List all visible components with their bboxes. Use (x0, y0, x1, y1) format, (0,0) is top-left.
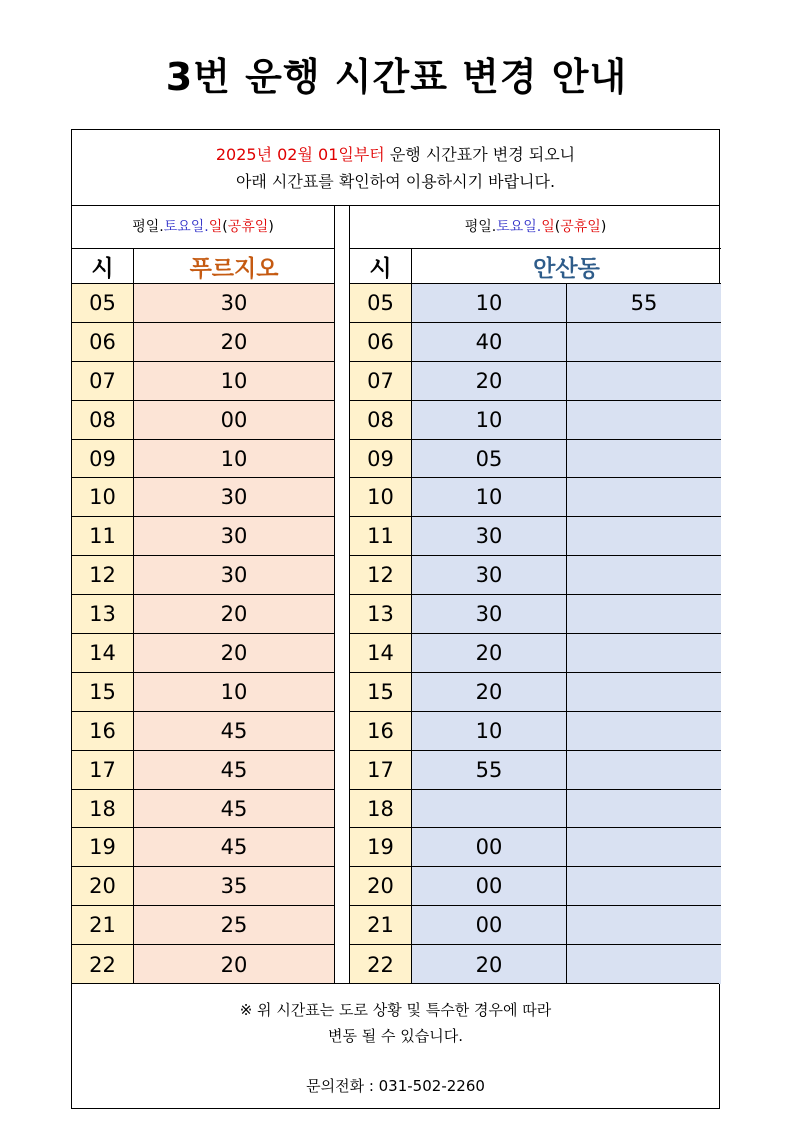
minute-cell: 45 (134, 751, 334, 789)
minute-cell (567, 323, 721, 361)
minute-cell (567, 595, 721, 633)
minute-cell: 20 (412, 945, 567, 984)
table-divider (334, 206, 350, 983)
minute-cell: 45 (134, 712, 334, 750)
hour-cell: 18 (350, 790, 412, 828)
paren-close: ) (268, 219, 274, 235)
minute-cell (567, 440, 721, 478)
table-row (72, 401, 334, 440)
minute-cell (567, 401, 721, 439)
minute-cell (567, 478, 721, 516)
paren-open: ( (554, 219, 561, 235)
minute-cell: 05 (412, 440, 567, 478)
minute-cell (412, 790, 567, 828)
footer-note-line-1: ※ 위 시간표는 도로 상황 및 특수한 경우에 따라 (239, 1001, 552, 1019)
table-row (72, 867, 334, 906)
hour-cell: 08 (350, 401, 412, 439)
minute-cell: 20 (134, 634, 334, 672)
table-row (350, 751, 721, 790)
hour-cell: 07 (350, 362, 412, 400)
day-holiday: 공휴일 (560, 219, 601, 235)
right-header-row (350, 249, 721, 284)
table-row (72, 478, 334, 517)
hour-cell: 12 (350, 556, 412, 594)
minute-cell: 30 (134, 478, 334, 516)
day-holiday: 공휴일 (227, 219, 269, 235)
minute-cell: 10 (134, 440, 334, 478)
minute-cell (567, 867, 721, 905)
footer-notes (72, 983, 719, 1110)
day-weekday: 평일. (464, 219, 497, 235)
timetable-box (71, 129, 720, 1109)
minute-cell: 20 (412, 673, 567, 711)
day-sunday: 일 (208, 219, 223, 235)
hour-cell: 19 (72, 828, 134, 866)
table-row (72, 362, 334, 401)
minute-cell (567, 517, 721, 555)
table-row (350, 828, 721, 867)
table-row (350, 673, 721, 712)
hour-cell: 20 (350, 867, 412, 905)
hour-cell: 11 (350, 517, 412, 555)
minute-cell: 20 (412, 634, 567, 672)
minute-cell: 40 (412, 323, 567, 361)
day-weekday: 평일. (132, 219, 164, 235)
hour-cell: 17 (350, 751, 412, 789)
hour-cell: 22 (72, 945, 134, 984)
left-hour-header: 시 (72, 249, 134, 283)
day-saturday: 토요일. (496, 219, 542, 235)
day-saturday: 토요일. (163, 219, 209, 235)
minute-cell: 35 (134, 867, 334, 905)
right-rows (350, 284, 721, 984)
minute-cell: 30 (134, 284, 334, 322)
minute-cell: 10 (412, 478, 567, 516)
right-timetable (350, 206, 721, 984)
minute-cell (567, 556, 721, 594)
hour-cell: 16 (350, 712, 412, 750)
table-row (72, 712, 334, 751)
table-row (350, 362, 721, 401)
table-row (72, 323, 334, 362)
effective-date: 2025년 02월 01일부터 (215, 145, 385, 164)
minute-cell: 20 (134, 323, 334, 361)
right-destination-header: 안산동 (533, 255, 600, 282)
minute-cell: 10 (412, 712, 567, 750)
table-row (350, 284, 721, 323)
table-row (350, 906, 721, 945)
minute-cell: 55 (567, 284, 721, 322)
left-rows (72, 284, 334, 984)
table-row (72, 790, 334, 829)
table-row (72, 595, 334, 634)
left-header-row (72, 249, 334, 284)
change-notice (72, 130, 719, 206)
minute-cell: 10 (134, 362, 334, 400)
table-row (72, 673, 334, 712)
minute-cell: 55 (412, 751, 567, 789)
table-row (350, 867, 721, 906)
minute-cell: 30 (134, 556, 334, 594)
hour-cell: 05 (350, 284, 412, 322)
table-row (72, 284, 334, 323)
minute-cell: 00 (134, 401, 334, 439)
minute-cell (567, 906, 721, 944)
table-row (350, 556, 721, 595)
contact-phone: 문의전화 : 031-502-2260 (306, 1077, 485, 1095)
notice-line-2: 아래 시간표를 확인하여 이용하시기 바랍니다. (235, 172, 556, 191)
minute-cell: 30 (412, 595, 567, 633)
left-day-type (72, 206, 334, 249)
table-row (72, 828, 334, 867)
minute-cell: 20 (412, 362, 567, 400)
minute-cell (567, 673, 721, 711)
hour-cell: 14 (72, 634, 134, 672)
table-row (350, 478, 721, 517)
hour-cell: 13 (72, 595, 134, 633)
table-row (350, 401, 721, 440)
table-row (72, 634, 334, 673)
hour-cell: 16 (72, 712, 134, 750)
table-row (72, 517, 334, 556)
right-hour-header: 시 (350, 249, 412, 283)
table-row (350, 790, 721, 829)
table-row (72, 945, 334, 984)
minute-cell: 00 (412, 828, 567, 866)
minute-cell: 00 (412, 906, 567, 944)
left-timetable (72, 206, 334, 984)
minute-cell: 30 (412, 517, 567, 555)
hour-cell: 20 (72, 867, 134, 905)
hour-cell: 15 (350, 673, 412, 711)
hour-cell: 13 (350, 595, 412, 633)
paren-open: ( (222, 219, 228, 235)
hour-cell: 22 (350, 945, 412, 984)
hour-cell: 12 (72, 556, 134, 594)
minute-cell (567, 790, 721, 828)
minute-cell: 00 (412, 867, 567, 905)
minute-cell: 20 (134, 595, 334, 633)
notice-line-1 (72, 141, 719, 168)
hour-cell: 05 (72, 284, 134, 322)
hour-cell: 14 (350, 634, 412, 672)
table-row (350, 595, 721, 634)
paren-close: ) (600, 219, 607, 235)
table-row (350, 634, 721, 673)
minute-cell: 45 (134, 790, 334, 828)
right-day-type (350, 206, 721, 249)
minute-cell: 45 (134, 828, 334, 866)
minute-cell: 30 (412, 556, 567, 594)
hour-cell: 17 (72, 751, 134, 789)
hour-cell: 09 (72, 440, 134, 478)
minute-cell: 10 (412, 401, 567, 439)
hour-cell: 06 (72, 323, 134, 361)
table-row (350, 517, 721, 556)
hour-cell: 21 (72, 906, 134, 944)
minute-cell (567, 945, 721, 984)
left-destination-header: 푸르지오 (189, 255, 279, 282)
minute-cell (567, 712, 721, 750)
hour-cell: 18 (72, 790, 134, 828)
table-row (72, 440, 334, 479)
table-row (350, 323, 721, 362)
table-row (72, 906, 334, 945)
minute-cell: 10 (412, 284, 567, 322)
hour-cell: 11 (72, 517, 134, 555)
hour-cell: 15 (72, 673, 134, 711)
hour-cell: 09 (350, 440, 412, 478)
hour-cell: 10 (350, 478, 412, 516)
table-row (72, 751, 334, 790)
minute-cell (567, 634, 721, 672)
minute-cell (567, 362, 721, 400)
day-sunday: 일 (541, 219, 555, 235)
page-title: 3번 운행 시간표 변경 안내 (165, 55, 628, 99)
minute-cell (567, 751, 721, 789)
minute-cell: 25 (134, 906, 334, 944)
footer-note-line-2: 변동 될 수 있습니다. (328, 1027, 463, 1045)
minute-cell: 20 (134, 945, 334, 984)
hour-cell: 06 (350, 323, 412, 361)
hour-cell: 10 (72, 478, 134, 516)
hour-cell: 21 (350, 906, 412, 944)
table-row (350, 440, 721, 479)
table-row (350, 712, 721, 751)
minute-cell: 30 (134, 517, 334, 555)
hour-cell: 07 (72, 362, 134, 400)
hour-cell: 08 (72, 401, 134, 439)
hour-cell: 19 (350, 828, 412, 866)
table-row (350, 945, 721, 984)
notice-line-1-text: 운행 시간표가 변경 되오니 (384, 145, 576, 164)
table-row (72, 556, 334, 595)
minute-cell: 10 (134, 673, 334, 711)
minute-cell (567, 828, 721, 866)
